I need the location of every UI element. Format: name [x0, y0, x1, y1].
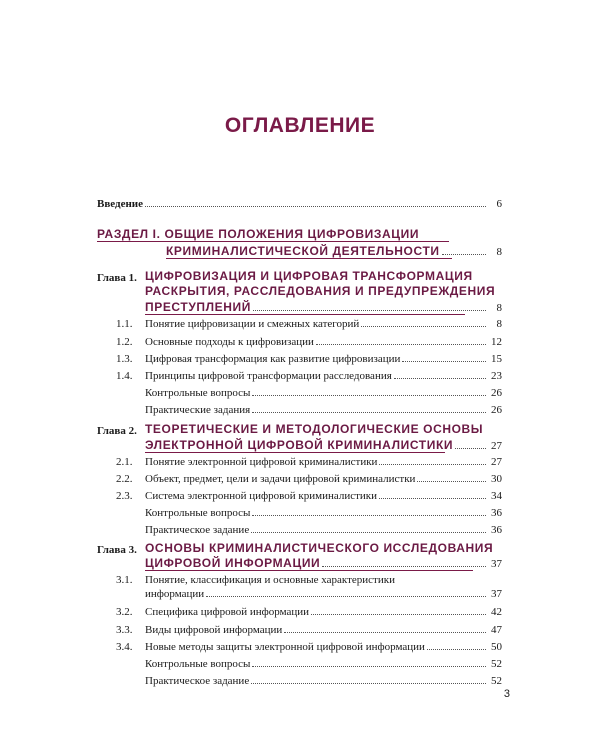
entry-text: Понятие цифровизации и смежных категорий	[145, 318, 360, 330]
intro-label: Введение	[97, 198, 144, 210]
chapter2-line2: ЭЛЕКТРОННОЙ ЦИФРОВОЙ КРИМИНАЛИСТИКИ	[145, 438, 454, 452]
section1-line1[interactable]: РАЗДЕЛ I. ОБЩИЕ ПОЛОЖЕНИЯ ЦИФРОВИЗАЦИИ	[97, 227, 420, 241]
chapter1-line1[interactable]: ЦИФРОВИЗАЦИЯ И ЦИФРОВАЯ ТРАНСФОРМАЦИЯ	[145, 269, 473, 283]
leader-dots	[253, 310, 486, 311]
item-number: 3.2.	[116, 606, 133, 618]
chapter1-underline	[145, 314, 465, 315]
entry-page: 42	[491, 606, 502, 618]
item-number: 3.1.	[116, 574, 133, 586]
leader-dots	[206, 596, 486, 597]
item-number: 2.3.	[116, 490, 133, 502]
entry-text: Система электронной цифровой криминалистики	[145, 490, 378, 502]
entry-page: 36	[491, 524, 502, 536]
chapter2-line1[interactable]: ТЕОРЕТИЧЕСКИЕ И МЕТОДОЛОГИЧЕСКИЕ ОСНОВЫ	[145, 422, 484, 436]
chapter3-line2-row[interactable]	[145, 556, 502, 570]
entry-text: Практические задания	[145, 404, 251, 416]
entry-page: 27	[491, 456, 502, 468]
entry-page: 47	[491, 624, 502, 636]
entry-page: 26	[491, 404, 502, 416]
entry-page: 15	[491, 353, 502, 365]
chapter1-label: Глава 1.	[97, 272, 137, 284]
entry-page: 26	[491, 387, 502, 399]
entry-text: Принципы цифровой трансформации расследования	[145, 370, 392, 382]
entry-text: Контрольные вопросы	[145, 658, 251, 670]
toc-entry[interactable]	[145, 624, 502, 636]
leader-dots	[442, 254, 486, 255]
entry-page: 37	[491, 588, 502, 600]
chapter2-underline	[145, 452, 445, 453]
section1-page: 8	[496, 246, 502, 258]
item-number: 3.3.	[116, 624, 133, 636]
chapter1-line2[interactable]: РАСКРЫТИЯ, РАССЛЕДОВАНИЯ И ПРЕДУПРЕЖДЕНИЯ	[145, 284, 496, 298]
entry-page: 52	[491, 675, 502, 687]
item-number: 2.1.	[116, 456, 133, 468]
toc-entry[interactable]	[145, 456, 502, 468]
chapter2-label: Глава 2.	[97, 425, 137, 437]
entry-text: Контрольные вопросы	[145, 507, 251, 519]
chapter3-line2: ЦИФРОВОЙ ИНФОРМАЦИИ	[145, 556, 321, 570]
entry-page: 50	[491, 641, 502, 653]
chapter3-page: 37	[491, 558, 502, 570]
entry-text: Объект, предмет, цели и задачи цифровой криминалистки	[145, 473, 416, 485]
chapter1-line3-row[interactable]	[145, 300, 502, 314]
entry-text: Понятие электронной цифровой криминалистики	[145, 456, 378, 468]
entry-text: Понятие, классификация и основные характеристики	[145, 574, 395, 586]
toc-entry[interactable]	[145, 507, 502, 519]
leader-dots	[251, 532, 486, 533]
entry-text: Новые методы защиты электронной цифровой информации	[145, 641, 425, 653]
entry-page: 8	[496, 318, 502, 330]
chapter3-underline	[145, 570, 473, 571]
chapter3-line1[interactable]: ОСНОВЫ КРИМИНАЛИСТИЧЕСКОГО ИССЛЕДОВАНИЯ	[145, 541, 494, 555]
leader-dots	[379, 464, 486, 465]
section1-underline	[97, 241, 449, 242]
toc-entry-line1[interactable]	[145, 574, 502, 586]
toc-entry[interactable]	[145, 658, 502, 670]
entry-page: 30	[491, 473, 502, 485]
item-number: 3.4.	[116, 641, 133, 653]
section1-line2: КРИМИНАЛИСТИЧЕСКОЙ ДЕЯТЕЛЬНОСТИ	[166, 244, 440, 258]
entry-text: Виды цифровой информации	[145, 624, 283, 636]
item-number: 1.2.	[116, 336, 133, 348]
leader-dots	[402, 361, 486, 362]
toc-entry[interactable]	[145, 641, 502, 653]
toc-entry[interactable]	[145, 675, 502, 687]
entry-text: Практическое задание	[145, 524, 250, 536]
entry-page: 12	[491, 336, 502, 348]
entry-page: 52	[491, 658, 502, 670]
leader-dots	[361, 326, 486, 327]
toc-entry-intro[interactable]	[97, 198, 502, 210]
item-number: 2.2.	[116, 473, 133, 485]
toc-entry[interactable]	[145, 336, 502, 348]
leader-dots	[417, 481, 486, 482]
entry-page: 34	[491, 490, 502, 502]
leader-dots	[427, 649, 486, 650]
chapter2-page: 27	[491, 440, 502, 452]
leader-dots	[251, 683, 486, 684]
leader-dots	[316, 344, 486, 345]
intro-page: 6	[496, 198, 502, 210]
toc-entry[interactable]	[145, 404, 502, 416]
item-number: 1.1.	[116, 318, 133, 330]
item-number: 1.4.	[116, 370, 133, 382]
entry-text: Специфика цифровой информации	[145, 606, 310, 618]
leader-dots	[252, 515, 486, 516]
leader-dots	[455, 448, 486, 449]
toc-entry[interactable]	[145, 318, 502, 330]
page-title: ОГЛАВЛЕНИЕ	[224, 114, 376, 137]
toc-entry[interactable]	[145, 606, 502, 618]
leader-dots	[252, 666, 486, 667]
section1-underline-2	[166, 258, 452, 259]
leader-dots	[311, 614, 486, 615]
leader-dots	[145, 206, 486, 207]
page-number: 3	[503, 688, 510, 700]
entry-page: 36	[491, 507, 502, 519]
chapter1-page: 8	[496, 302, 502, 314]
toc-entry-line2[interactable]	[145, 588, 502, 600]
section1-line2-row[interactable]	[166, 244, 502, 258]
leader-dots	[252, 395, 486, 396]
chapter3-label: Глава 3.	[97, 544, 137, 556]
leader-dots	[379, 498, 486, 499]
leader-dots	[252, 412, 486, 413]
toc-entry[interactable]	[145, 473, 502, 485]
toc-entry[interactable]	[145, 353, 502, 365]
chapter2-line2-row[interactable]	[145, 438, 502, 452]
toc-entry[interactable]	[145, 524, 502, 536]
entry-text: Практическое задание	[145, 675, 250, 687]
toc-entry[interactable]	[145, 490, 502, 502]
entry-text: Основные подходы к цифровизации	[145, 336, 314, 348]
toc-entry[interactable]	[145, 387, 502, 399]
leader-dots	[284, 632, 486, 633]
leader-dots	[394, 378, 486, 379]
entry-page: 23	[491, 370, 502, 382]
entry-text: Цифровая трансформация как развитие цифровизации	[145, 353, 401, 365]
chapter1-line3: ПРЕСТУПЛЕНИЙ	[145, 300, 251, 314]
item-number: 1.3.	[116, 353, 133, 365]
entry-text: информации	[145, 588, 205, 600]
toc-entry[interactable]	[145, 370, 502, 382]
entry-text: Контрольные вопросы	[145, 387, 251, 399]
leader-dots	[322, 566, 486, 567]
